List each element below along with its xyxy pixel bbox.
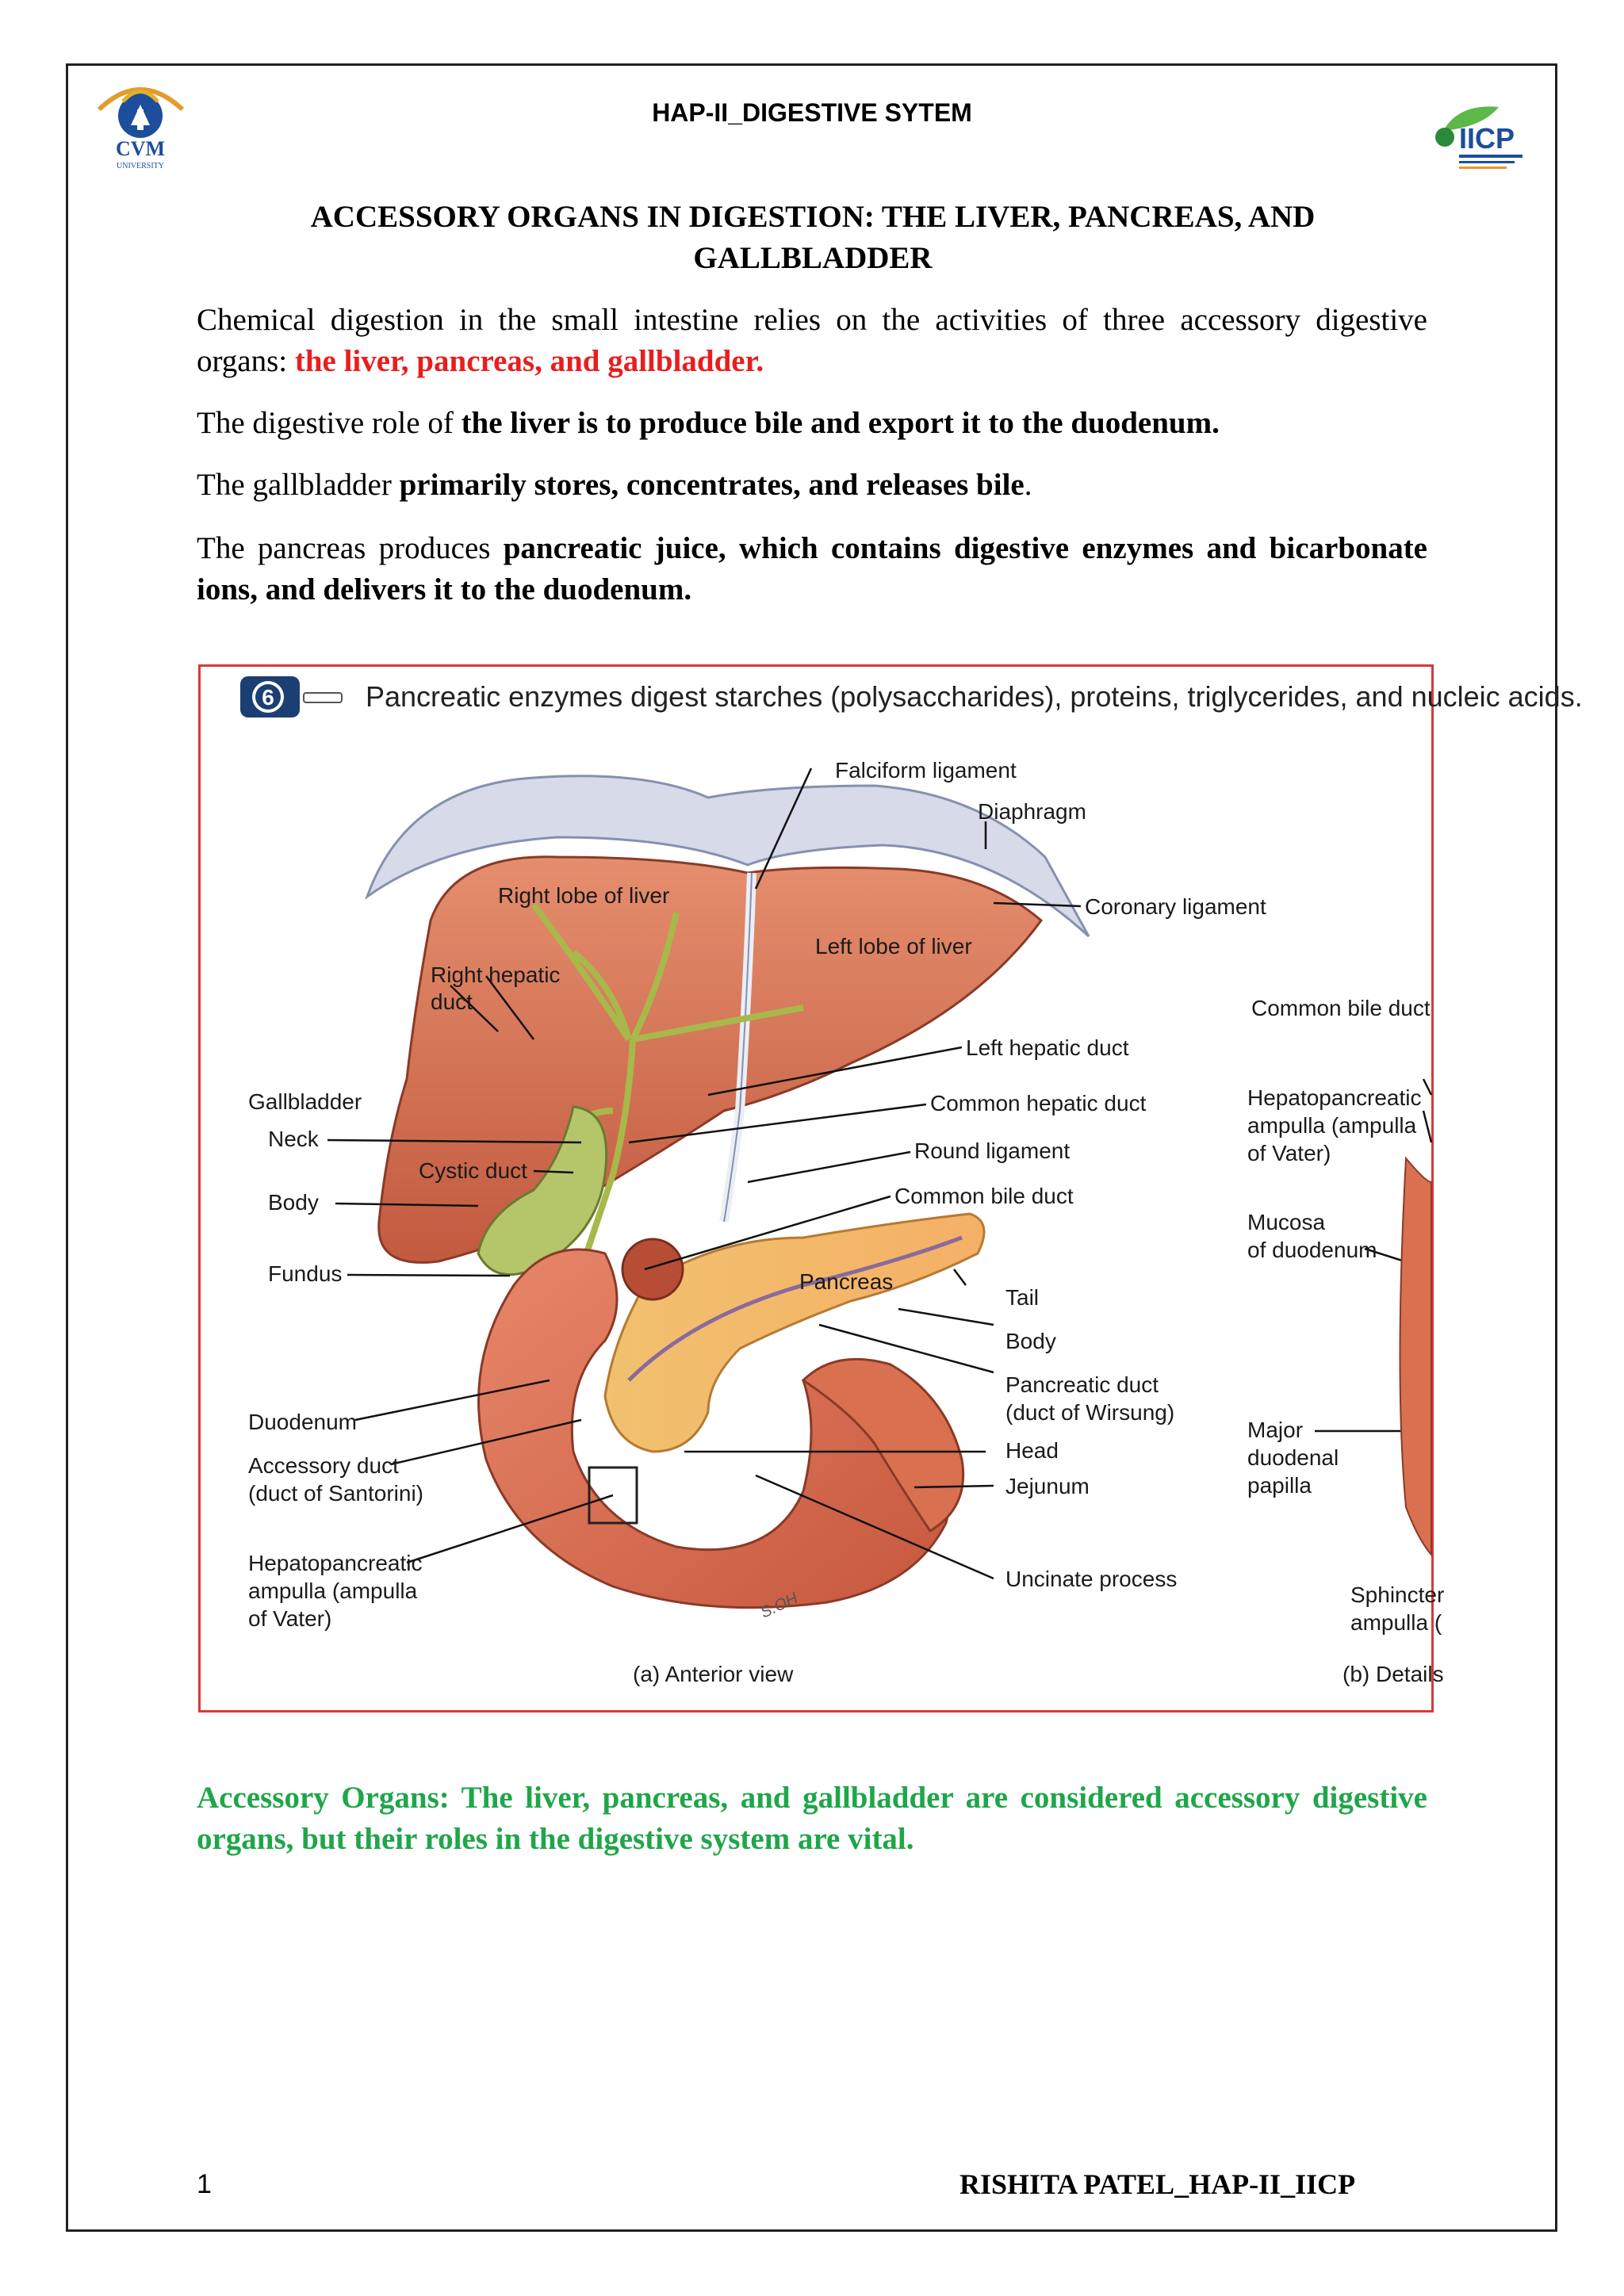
page-title: ACCESSORY ORGANS IN DIGESTION: THE LIVER, PANCREAS, AND GALLBLADDER <box>310 200 1316 275</box>
label-right-hepatic-2: duct <box>431 989 473 1014</box>
label-gallbladder: Gallbladder <box>248 1089 362 1114</box>
label-hepato-2: ampulla (ampulla <box>248 1578 418 1603</box>
anatomy-illustration <box>201 667 1583 1710</box>
label-body-p: Body <box>1005 1329 1056 1353</box>
paragraph-3: The gallbladder primarily stores, concentrates, and releases bile. <box>197 468 1032 502</box>
label-cystic: Cystic duct <box>419 1158 527 1183</box>
label-r-mucosa-2: of duodenum <box>1247 1238 1377 1262</box>
figure-caption: Pancreatic enzymes digest starches (polysaccharides), proteins, triglycerides, and nucleic acids. <box>366 680 1583 713</box>
label-right-hepatic-1: Right hepatic <box>431 962 561 987</box>
label-r-hepato-3: of Vater) <box>1247 1141 1331 1165</box>
page-number: 1 <box>197 2169 212 2199</box>
label-right-lobe: Right lobe of liver <box>498 883 670 908</box>
label-panc-duct-2: (duct of Wirsung) <box>1005 1400 1175 1425</box>
label-left-hepatic: Left hepatic duct <box>966 1035 1129 1060</box>
highlight-organs: the liver, pancreas, and gallbladder. <box>294 344 764 378</box>
label-r-common-bile: Common bile duct <box>1251 996 1431 1020</box>
label-pancreas: Pancreas <box>799 1269 894 1294</box>
svg-text:6: 6 <box>262 685 274 710</box>
label-jejunum: Jejunum <box>1005 1474 1090 1498</box>
label-r-major-3: papilla <box>1247 1473 1312 1498</box>
label-falciform: Falciform ligament <box>835 758 1017 783</box>
label-hepato-3: of Vater) <box>248 1606 332 1631</box>
anatomy-figure <box>198 664 1583 1712</box>
detail-duodenum <box>1400 1158 1432 1555</box>
label-neck: Neck <box>268 1127 319 1151</box>
stomach-cut <box>622 1239 683 1299</box>
svg-text:IICP: IICP <box>1459 122 1515 155</box>
paragraph-4: The pancreas produces pancreatic juice, which contains digestive enzymes and bicarbonate ions, and delivers it to the duodenum. <box>197 531 1427 607</box>
paragraph-1: Chemical digestion in the small intestine relies on the activities of three accessory digestive organs: the liver, pancreas, and gallbladder. <box>197 303 1427 378</box>
label-panc-duct-1: Pancreatic duct <box>1005 1372 1159 1397</box>
label-fundus: Fundus <box>268 1261 343 1286</box>
accessory-organs-note: Accessory Organs: The liver, pancreas, and gallbladder are considered accessory digestive organs, but their roles in the digestive system are vital. <box>197 1781 1427 1856</box>
label-accessory-2: (duct of Santorini) <box>248 1481 423 1506</box>
label-round-ligament: Round ligament <box>914 1138 1071 1163</box>
label-uncinate: Uncinate process <box>1005 1567 1178 1591</box>
svg-text:UNIVERSITY: UNIVERSITY <box>117 162 164 170</box>
footer-author: RISHITA PATEL_HAP-II_IICP <box>959 2168 1356 2200</box>
label-diaphragm: Diaphragm <box>978 799 1086 824</box>
label-left-lobe: Left lobe of liver <box>815 934 972 959</box>
label-r-details: (b) Details <box>1342 1662 1444 1686</box>
label-hepato-1: Hepatopancreatic <box>248 1551 423 1575</box>
label-r-mucosa-1: Mucosa <box>1247 1210 1326 1234</box>
label-r-major-2: duodenal <box>1247 1445 1339 1470</box>
label-body-gb: Body <box>268 1190 319 1215</box>
cvm-logo-text: CVM <box>115 137 166 160</box>
label-r-sphincter-1: Sphincter <box>1350 1582 1445 1607</box>
label-common-bile: Common bile duct <box>894 1184 1074 1208</box>
label-r-hepato-2: ampulla (ampulla <box>1247 1113 1417 1138</box>
label-common-hepatic: Common hepatic duct <box>930 1091 1147 1115</box>
paragraph-2: The digestive role of the liver is to produce bile and export it to the duodenum. <box>197 406 1220 440</box>
illustrator-signature: S.OH <box>757 1589 801 1622</box>
label-tail: Tail <box>1005 1285 1040 1310</box>
label-anterior-view: (a) Anterior view <box>633 1662 794 1686</box>
label-r-hepato-1: Hepatopancreatic <box>1247 1085 1422 1110</box>
label-r-major-1: Major <box>1247 1418 1304 1442</box>
label-accessory-1: Accessory duct <box>248 1453 399 1478</box>
step-badge <box>240 676 342 718</box>
label-r-sphincter-2: ampulla ( <box>1350 1610 1442 1635</box>
label-head: Head <box>1005 1438 1059 1463</box>
header-title: HAP-II_DIGESTIVE SYTEM <box>652 98 972 127</box>
label-duodenum: Duodenum <box>248 1410 357 1434</box>
label-coronary: Coronary ligament <box>1085 894 1266 919</box>
